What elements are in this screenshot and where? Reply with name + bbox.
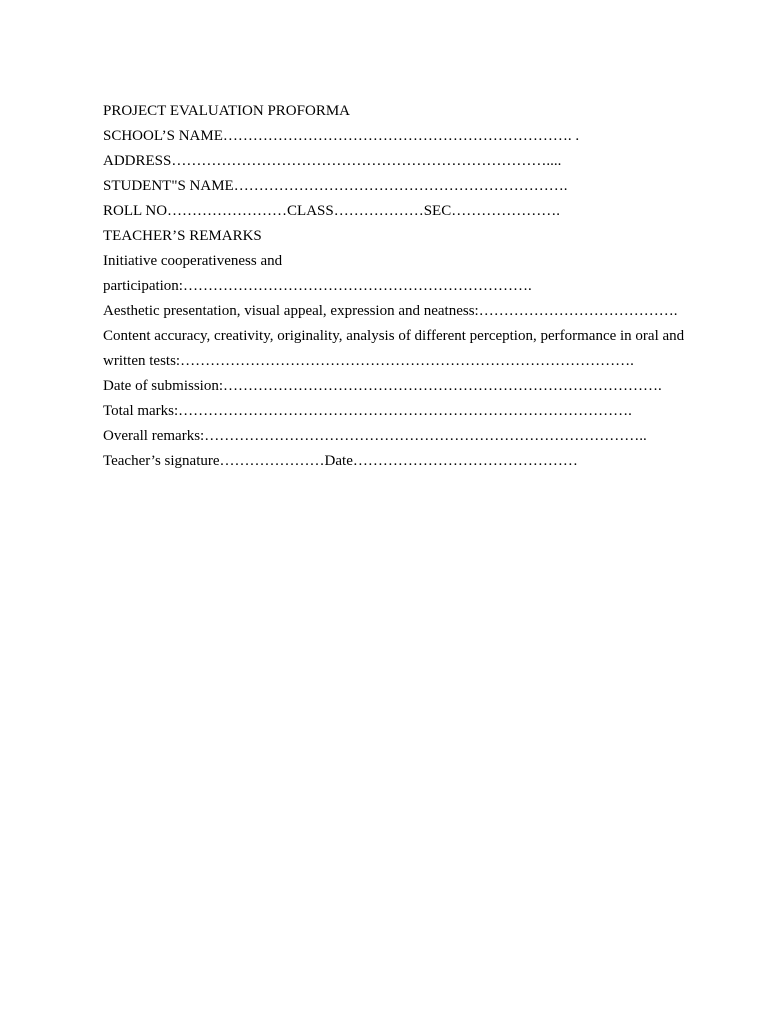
participation-field: participation:……………………………………………………………. [103, 278, 532, 294]
roll-class-sec-field: ROLL NO……………………CLASS………………SEC…………………. [103, 203, 560, 219]
evaluation-proforma [103, 99, 743, 474]
written-tests-field: written tests:………………………………………………………………………………. [103, 353, 634, 369]
school-name-field: SCHOOL’S NAME……………………………………………………………. . [103, 128, 580, 144]
overall-remarks-field: Overall remarks:…………………………………………………………………………….. [103, 428, 647, 444]
content-accuracy-label: Content accuracy, creativity, originality, analysis of different perception, performance in oral and [103, 328, 685, 344]
proforma-title: PROJECT EVALUATION PROFORMA [103, 103, 350, 119]
date-of-submission-field: Date of submission:……………………………………………………………………………. [103, 378, 662, 394]
initiative-label: Initiative cooperativeness and [103, 253, 283, 269]
address-field: ADDRESS………………………………………………………………….... [103, 153, 562, 169]
student-name-field: STUDENT"S NAME…………………………………………………………. [103, 178, 568, 194]
total-marks-field: Total marks:………………………………………………………………………………. [103, 403, 632, 419]
teachers-remarks-heading: TEACHER’S REMARKS [103, 228, 262, 244]
aesthetic-field: Aesthetic presentation, visual appeal, expression and neatness:…………………………………. [103, 303, 678, 319]
teacher-signature-field: Teacher’s signature…………………Date……………………………………… [103, 453, 578, 469]
